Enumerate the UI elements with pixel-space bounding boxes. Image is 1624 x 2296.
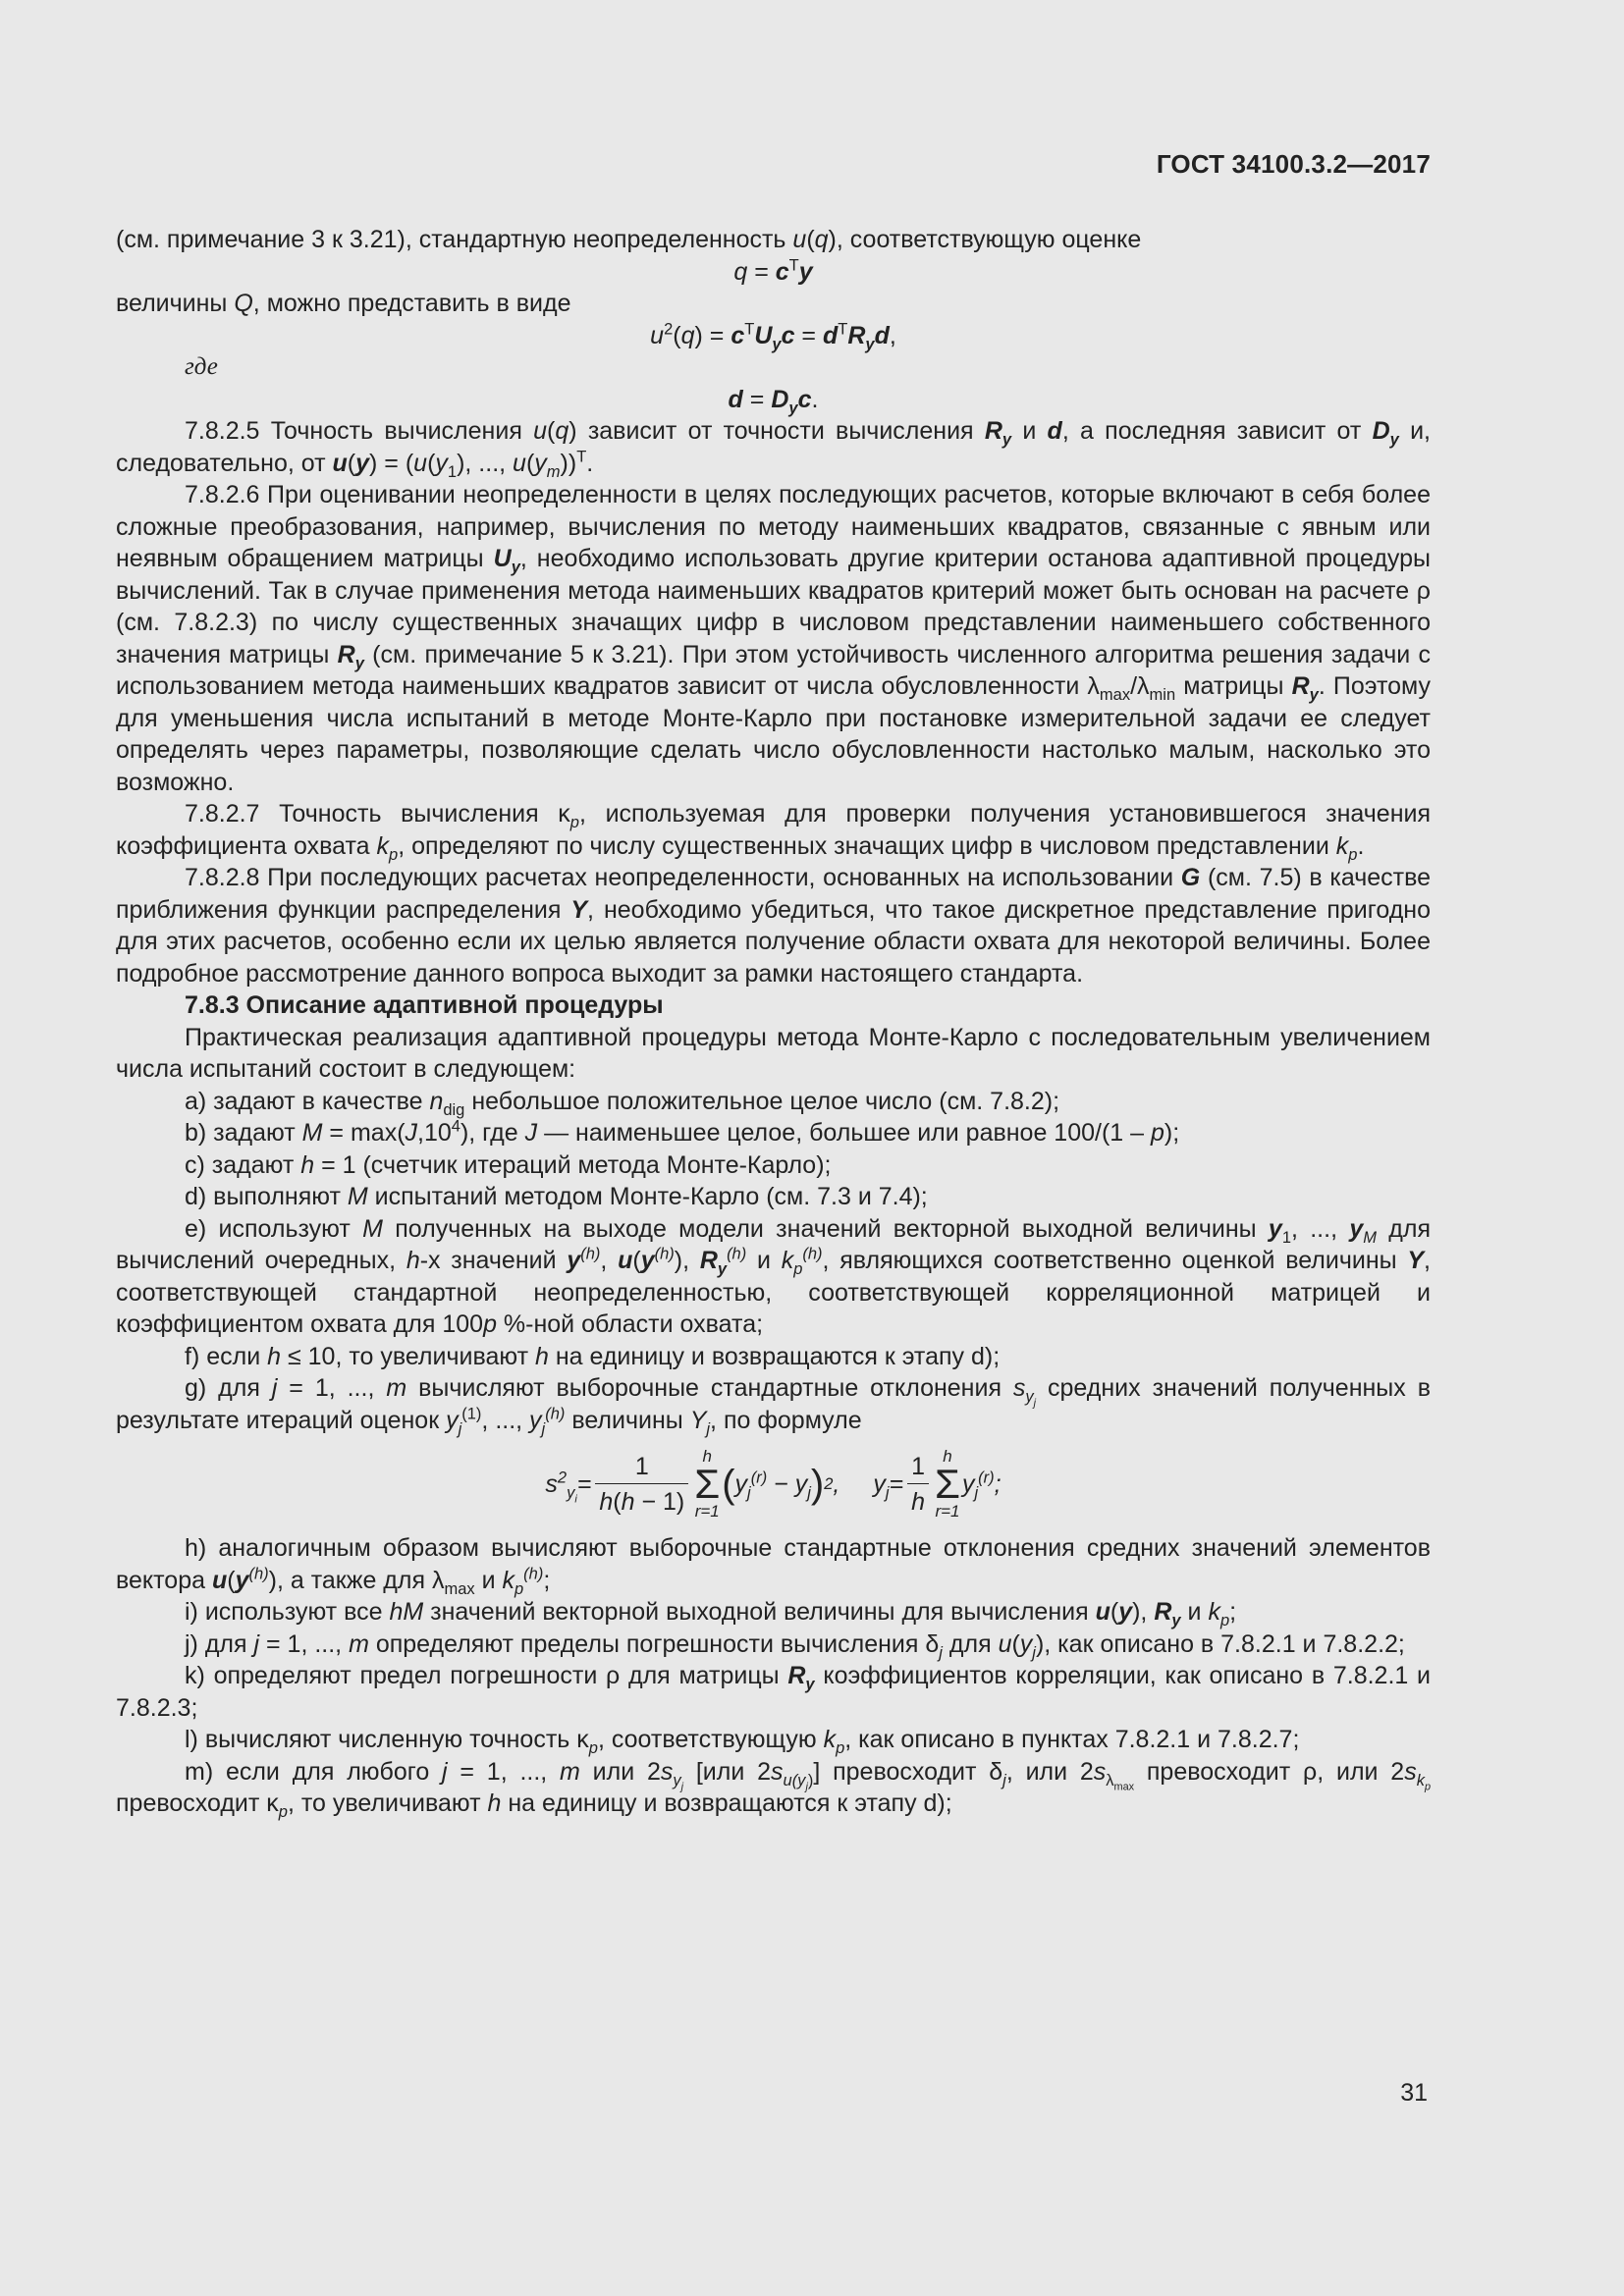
- paragraph-7-8-2-6: 7.8.2.6 При оценивании неопределенности в целях последующих расчетов, которые включают в себя более сложные преобразования, например, вычисления по методу наименьших квадратов, связанные с явным или неявным обращением матрицы $U_y$, необходимо использовать другие критерии останова адаптивной процедуры вычислений. Так в случае применения метода наименьших квадратов критерий может быть основан на расчете ρ (см. 7.8.2.3) по числу существенных значащих цифр в числовом представлении наименьшего собственного значения матрицы $R_y$ (см. примечание 5 к 3.21). При этом устойчивость численного алгоритма решения задачи с использованием метода наименьших квадратов зависит от числа обусловленности $\lambda_{max}/\lambda_{min}$ матрицы $R_y$. Поэтому для уменьшения числа испытаний в методе Монте-Карло при постановке измерительной задачи ее следует определять через параметры, позволяющие сделать число обусловленности настолько малым, насколько это возможно.: [116, 481, 1432, 796]
- paragraph-representation: величины Q, можно представить в виде: [116, 290, 571, 317]
- display-formula-3: $s^2_{y_i}$ = $\frac{1}{h(h - 1)}$ h Σ r=1 ( $y_j^{(r)} - y_j$ ) 2 , $y_j$ = $\frac{1}{h}$ h Σ r=1 $y_j^{(r)}$ ;: [545, 1447, 1001, 1521]
- list-item-c: c) задают h = 1 (счетчик итераций метода Монте-Карло);: [185, 1150, 832, 1179]
- list-item-i: i) используют все hM значений векторной выходной величины для вычисления u(y), $R_y$ и $k_p$;: [185, 1598, 1237, 1629]
- paragraph-7-8-2-8: 7.8.2.8 При последующих расчетах неопределенности, основанных на использовании G (см. 7.5) в качестве приближения функции распределения Y, необходимо убедиться, что такое дискретное представление пригодно для этих расчетов, особенно если их целью является получение области охвата для некоторой величины. Более подробное рассмотрение данного вопроса выходит за рамки настоящего стандарта.: [116, 864, 1431, 988]
- display-formula-2: $u^2(q) = c^TU_yc = d^TR_yd$,: [650, 320, 896, 353]
- paragraph-7-8-2-5: 7.8.2.5 Точность вычисления u(q) зависит от точности вычисления $R_y$ и d, а последняя зависит от $D_y$ и, следовательно, от $u(y) = (u(y_1)$, ..., $u(y_m))^T$.: [116, 417, 1431, 481]
- list-item-e: e) используют M полученных на выходе модели значений векторной выходной величины $y_1$, ..., $y_M$ для вычислений очередных, h-х значений $y^{(h)}$, $u(y^{(h)})$, $R_y^{(h)}$ и $k_p^{(h)}$, являющихся соответственно оценкой величины Y, соответствующей стандартной неопределенностью, соответствующей корреляционной матрицей и коэффициентом охвата для 100p %-ной области охвата;: [116, 1214, 1431, 1338]
- fraction-1-over-h: $\frac{1}{h}$: [907, 1451, 929, 1518]
- page-body: [116, 224, 1431, 1820]
- document-header: ГОСТ 34100.3.2—2017: [1156, 149, 1431, 179]
- list-item-b: b) задают $M = \max(J,10^4)$, где J — наименьшее целое, большее или равное 100/(1 – p);: [185, 1117, 1180, 1147]
- list-item-l: l) вычисляют численную точность $\kappa_p$, соответствующую $k_p$, как описано в пунктах 7.8.2.1 и 7.8.2.7;: [185, 1726, 1300, 1757]
- display-formula-2b: $d = D_yc$.: [728, 385, 819, 417]
- paragraph-7-8-2-7: 7.8.2.7 Точность вычисления $\kappa_p$, используемая для проверки получения установившегося значения коэффициента охвата $k_p$, определяют по числу существенных значащих цифр в числовом представлении $k_p$.: [116, 800, 1431, 864]
- variance-symbol: $s^2_{y_i}$: [545, 1468, 577, 1506]
- list-item-h: h) аналогичным образом вычисляют выборочные стандартные отклонения средних значений элементов вектора $u(y^{(h)})$, а также для $\lambda_{max}$ и $k_p^{(h)}$;: [116, 1534, 1431, 1598]
- list-item-k: k) определяют предел погрешности ρ для матрицы $R_y$ коэффициентов корреляции, как описано в 7.8.2.1 и 7.8.2.3;: [116, 1662, 1431, 1722]
- mean-symbol: $y_j$: [873, 1469, 890, 1502]
- equals-sign: =: [576, 1469, 592, 1498]
- list-item-a: a) задают в качестве $n_{dig}$ небольшое положительное целое число (см. 7.8.2);: [185, 1087, 1060, 1119]
- section-heading-7-8-3: 7.8.3 Описание адаптивной процедуры: [185, 991, 664, 1019]
- summation-1: h Σ r=1: [694, 1447, 721, 1521]
- display-formula-1: $q = c^Ty$: [733, 256, 813, 286]
- list-item-m: m) если для любого j = 1, ..., m или $2s_{y_j}$ [или $2s_{u(y_j)}$] превосходит $\delta_j$, или $2s_{\lambda_{max}}$ превосходит ρ, или $2s_{k_p}$ превосходит $\kappa_p$, то увеличивают h на единицу и возвращаются к этапу d);: [116, 1757, 1432, 1821]
- where-label: где: [185, 353, 218, 380]
- list-item-g: g) для j = 1, ..., m вычисляют выборочные стандартные отклонения $s_{y_j}$ средних значений полученных в результате итераций оценок $y_j^{(1)}$, ..., $y_j^{(h)}$ величины $Y_j$, по формуле: [116, 1374, 1431, 1438]
- fraction-1-over-h-h-minus-1: $\frac{1}{h(h - 1)}$: [595, 1451, 688, 1518]
- paragraph-procedure-intro: Практическая реализация адаптивной процедуры метода Монте-Карло с последовательным увеличением числа испытаний состоит в следующем:: [116, 1023, 1431, 1083]
- list-item-f: f) если h ≤ 10, то увеличивают h на единицу и возвращаются к этапу d);: [185, 1342, 1001, 1370]
- summation-2: h Σ r=1: [935, 1447, 960, 1521]
- page-number: 31: [1400, 2079, 1428, 2107]
- list-item-d: d) выполняют M испытаний методом Монте-Карло (см. 7.3 и 7.4);: [185, 1183, 928, 1210]
- paragraph-continuation: (см. примечание 3 к 3.21), стандартную неопределенность u(q), соответствующую оценке: [116, 226, 1142, 253]
- list-item-j: j) для j = 1, ..., m определяют пределы погрешности вычисления $\delta_j$ для $u(y_j)$, как описано в 7.8.2.1 и 7.8.2.2;: [185, 1629, 1405, 1662]
- deviation-term: $y_j^{(r)} - y_j$: [734, 1468, 811, 1502]
- sample-term: $y_j^{(r)}$: [961, 1468, 995, 1502]
